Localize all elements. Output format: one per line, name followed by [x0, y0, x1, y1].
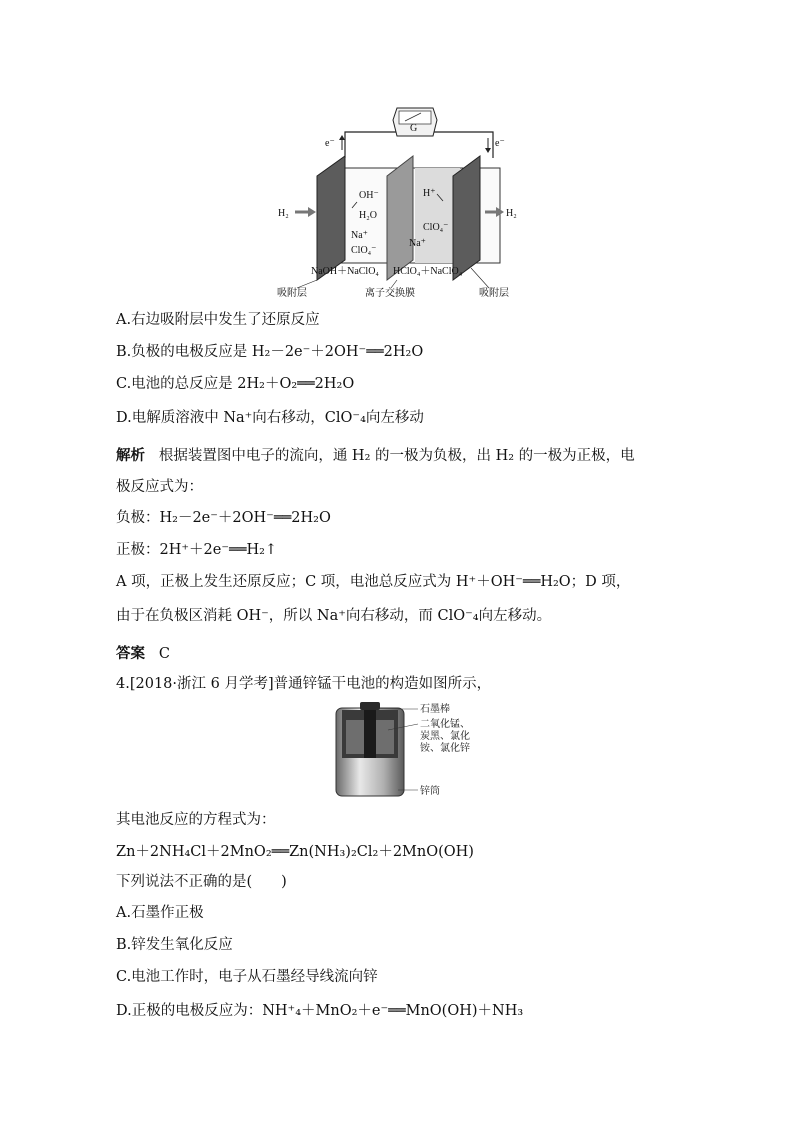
- label-zinc-can: 锌筒: [420, 786, 440, 797]
- answer-label: 答案: [116, 645, 145, 662]
- analysis-negative-electrode: 负极：H₂－2e⁻＋2OH⁻══2H₂O: [116, 510, 331, 526]
- right-adsorption-layer: [453, 156, 480, 280]
- q4-option-a: A.石墨作正极: [116, 905, 204, 921]
- left-adsorption-layer: [317, 156, 345, 280]
- ion-h: H⁺: [423, 188, 436, 199]
- answer-value: C: [158, 646, 170, 662]
- membrane-label: 离子交换膜: [365, 288, 415, 299]
- h2-out-label: H₂: [506, 208, 517, 219]
- q4-option-c: C.电池工作时，电子从石墨经导线流向锌: [116, 969, 378, 985]
- ion-na-left: Na⁺: [351, 230, 368, 241]
- q4-equation: Zn＋2NH₄Cl＋2MnO₂══Zn(NH₃)₂Cl₂＋2MnO(OH): [116, 844, 474, 860]
- q4-option-d: D.正极的电极反应为：NH⁺₄＋MnO₂＋e⁻══MnO(OH)＋NH₃: [116, 1003, 524, 1019]
- left-solution-label: NaOH＋NaClO₄: [311, 266, 379, 277]
- electron-left-label: e⁻: [325, 138, 335, 149]
- q4-option-b: B.锌发生氧化反应: [116, 937, 233, 953]
- analysis-positive-electrode: 正极：2H⁺＋2e⁻══H₂↑: [116, 542, 278, 558]
- analysis-line-3: A 项，正极上发生还原反应；C 项，电池总反应式为 H⁺＋OH⁻══H₂O；D 项，: [116, 574, 631, 590]
- label-mno2-3: 铵、氯化锌: [420, 743, 470, 754]
- analysis-line-1: 解析 根据装置图中电子的流向，通 H₂ 的一极为负极，出 H₂ 的一极为正极，电: [116, 447, 635, 464]
- ion-exchange-membrane: [387, 156, 413, 280]
- ion-oh: OH⁻: [359, 190, 379, 201]
- ion-clo4-left: ClO₄⁻: [351, 245, 377, 256]
- ion-clo4-right: ClO₄⁻: [423, 222, 449, 233]
- answer-line: [116, 644, 170, 664]
- electron-right-label: e⁻: [495, 138, 505, 149]
- q3-option-c: C.电池的总反应是 2H₂＋O₂══2H₂O: [116, 376, 355, 392]
- galvanometer-label: G: [410, 123, 418, 134]
- analysis-label: 解析: [116, 447, 145, 464]
- analysis-line-2: 极反应式为：: [116, 479, 203, 495]
- label-mno2-1: 二氧化锰、: [420, 719, 470, 730]
- fuel-cell-diagram: [275, 98, 525, 304]
- q3-option-b: B.负极的电极反应是 H₂－2e⁻＋2OH⁻══2H₂O: [116, 344, 424, 360]
- analysis-line-4: 由于在负极区消耗 OH⁻，所以 Na⁺向右移动，而 ClO⁻₄向左移动。: [116, 608, 552, 624]
- q3-option-a: A.右边吸附层中发生了还原反应: [116, 312, 320, 328]
- label-graphite-rod: 石墨棒: [420, 704, 450, 715]
- galvanometer: [393, 108, 437, 136]
- q4-equation-intro: 其电池反应的方程式为：: [116, 812, 276, 828]
- right-solution-label: HClO₄＋NaClO₄: [393, 266, 463, 277]
- graphite-rod: [364, 706, 376, 758]
- q4-question: 下列说法不正确的是( ): [116, 874, 287, 890]
- q3-option-d: D.电解质溶液中 Na⁺向右移动，ClO⁻₄向左移动: [116, 410, 424, 426]
- ion-h2o: H₂O: [359, 210, 377, 221]
- left-layer-label: 吸附层: [277, 288, 307, 299]
- label-mno2-2: 炭黑、氯化: [420, 731, 470, 742]
- dry-cell-diagram: [332, 700, 472, 800]
- right-layer-label: 吸附层: [479, 288, 509, 299]
- ion-na-right: Na⁺: [409, 238, 426, 249]
- h2-in-label: H₂: [278, 208, 289, 219]
- q4-stem: 4.[2018·浙江 6 月学考]普通锌锰干电池的构造如图所示，: [116, 676, 492, 692]
